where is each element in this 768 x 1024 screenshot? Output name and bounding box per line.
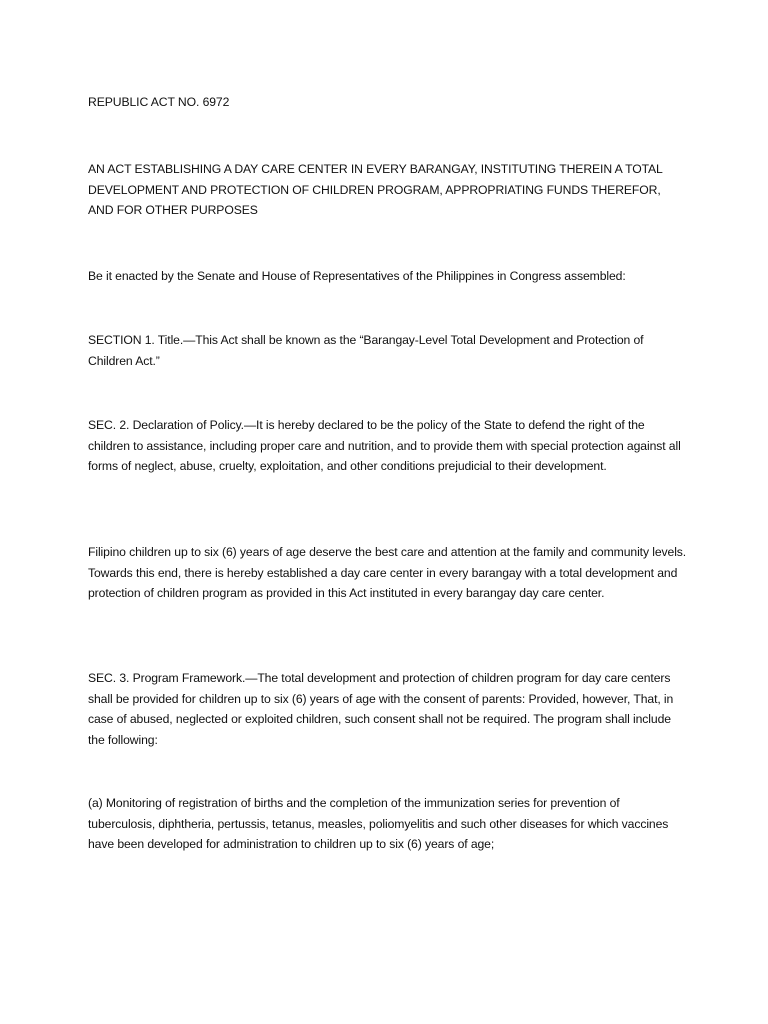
section-2-paragraph: Filipino children up to six (6) years of age deserve the best care and attention at the family and community levels. Towards this end, there is hereby established a day care center in every barangay with a total development and protection of children program as provided in this Act instituted in every barangay day care center. <box>88 545 687 600</box>
act-title: AN ACT ESTABLISHING A DAY CARE CENTER IN EVERY BARANGAY, INSTITUTING THEREIN A TOTAL DEVELOPMENT AND PROTECTION OF CHILDREN PROGRAM, APPROPRIATING FUNDS THEREFOR, AND FOR OTHER PURPOSES <box>88 162 663 217</box>
enacting-clause: Be it enacted by the Senate and House of Representatives of the Philippines in Congress assembled: <box>88 269 626 283</box>
section-2-declaration-of-policy: SEC. 2. Declaration of Policy.—It is hereby declared to be the policy of the State to defend the right of the children to assistance, including proper care and nutrition, and to provide them with special protection against all forms of neglect, abuse, cruelty, exploitation, and other conditions prejudicial to their development. <box>88 418 681 473</box>
act-number: REPUBLIC ACT NO. 6972 <box>88 95 230 109</box>
section-3-program-framework: SEC. 3. Program Framework.—The total development and protection of children program for day care centers shall be provided for children up to six (6) years of age with the consent of parents: Provided, however, That, in case of abused, neglected or exploited children, such consent shall not be required. The program shall include the following: <box>88 671 674 747</box>
section-3-item-a: (a) Monitoring of registration of births and the completion of the immunization series for prevention of tuberculosis, diphtheria, pertussis, tetanus, measles, poliomyelitis and such other diseases for which vaccines have been developed for administration to children up to six (6) years of age; <box>88 796 669 851</box>
section-1-title: SECTION 1. Title.—This Act shall be known as the “Barangay-Level Total Development and Protection of Children Act.” <box>88 333 644 368</box>
